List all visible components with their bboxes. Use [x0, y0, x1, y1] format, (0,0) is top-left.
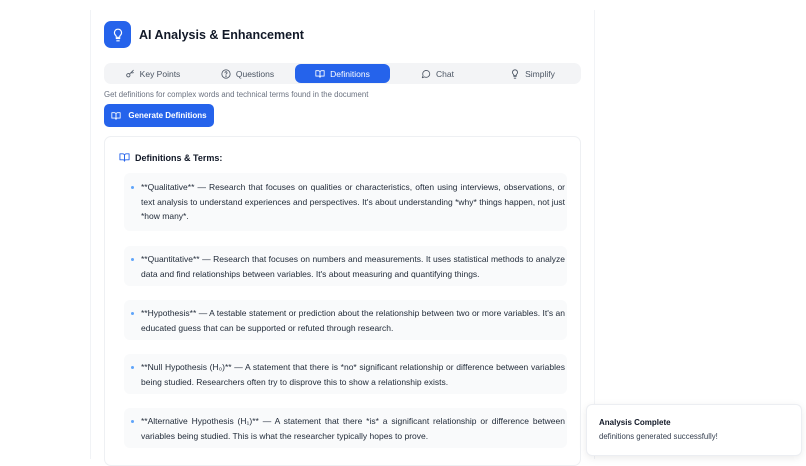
tab-chat[interactable]	[390, 64, 485, 83]
definition-item	[124, 354, 567, 394]
tab-label: Chat	[436, 68, 454, 79]
question-circle-icon	[221, 69, 231, 79]
definitions-card	[104, 136, 581, 466]
book-open-icon	[111, 111, 121, 121]
analysis-panel	[90, 10, 595, 459]
page-title: AI Analysis & Enhancement	[139, 27, 304, 42]
tab-questions[interactable]	[200, 64, 295, 83]
toast-message: definitions generated successfully!	[599, 432, 718, 441]
definition-text: **Quantitative** — Research that focuses on numbers and measurements. It uses statistical methods to analyze data and find relationships between variables. It's about measuring and quantifying things.	[141, 254, 565, 279]
definition-text: **Hypothesis** — A testable statement or prediction about the relationship between two or more variables. It's an educated guess that can be supported or refuted through research.	[141, 308, 565, 333]
definitions-heading	[119, 152, 222, 163]
bullet-dot	[131, 420, 134, 423]
chat-bubble-icon	[421, 69, 431, 79]
lightbulb-icon	[104, 21, 131, 48]
definition-text: **Null Hypothesis (H₀)** — A statement that there is *no* significant relationship or difference between variables being studied. Researchers often try to disprove this to show a relationship exists.	[141, 362, 565, 387]
bullet-dot	[131, 312, 134, 315]
toast-title: Analysis Complete	[599, 418, 671, 427]
tab-definitions[interactable]	[295, 64, 390, 83]
tab-label: Questions	[235, 68, 275, 79]
button-label: Generate Definitions	[128, 111, 207, 120]
tab-description: Get definitions for complex words and technical terms found in the document	[104, 90, 369, 99]
tab-label: Definitions	[330, 68, 370, 79]
definition-item	[124, 246, 567, 286]
book-open-icon	[119, 152, 130, 163]
generate-definitions-button[interactable]	[104, 104, 214, 127]
toast-notification[interactable]	[586, 404, 802, 456]
tab-label: Key Points	[139, 68, 181, 79]
bullet-dot	[131, 366, 134, 369]
tab-key-points[interactable]	[105, 64, 200, 83]
key-icon	[125, 69, 135, 79]
bullet-dot	[131, 258, 134, 261]
definition-item	[124, 408, 567, 448]
definition-item	[124, 173, 567, 231]
tab-simplify[interactable]	[485, 64, 580, 83]
book-open-icon	[315, 69, 325, 79]
definition-item	[124, 300, 567, 340]
definition-text: **Qualitative** — Research that focuses on qualities or characteristics, often using interviews, observations, or text analysis to understand experiences and perspectives. It's about understanding *why* things happen, not just *how many*.	[141, 182, 565, 222]
definitions-heading-text: Definitions & Terms:	[135, 152, 223, 163]
tab-label: Simplify	[525, 68, 555, 79]
tab-bar	[104, 63, 581, 84]
bullet-dot	[131, 186, 134, 189]
lightbulb-icon	[510, 69, 520, 79]
definition-text: **Alternative Hypothesis (H₁)** — A statement that there *is* a significant relationship or difference between variables being studied. This is what the researcher typically hopes to prove.	[141, 416, 565, 441]
panel-header	[104, 21, 304, 48]
